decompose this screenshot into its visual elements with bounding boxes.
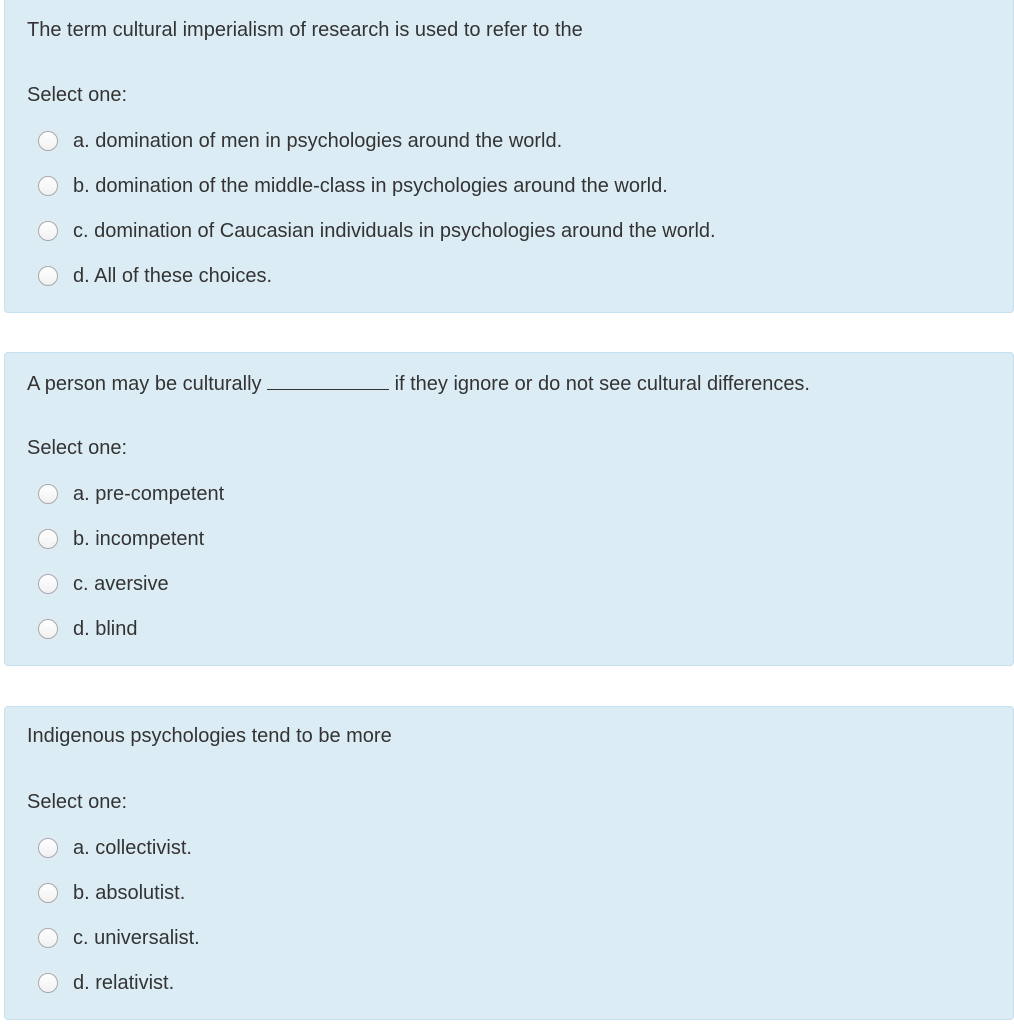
select-one-label: Select one:	[27, 437, 128, 459]
prompt-after-blank: if they ignore or do not see cultural differences.	[394, 373, 810, 395]
radio-button[interactable]	[38, 574, 58, 594]
question-prompt	[27, 369, 810, 397]
answer-option-b[interactable]	[35, 870, 200, 915]
option-label[interactable]: a. domination of men in psychologies around the world.	[73, 129, 563, 152]
answer-option-d[interactable]	[35, 253, 716, 298]
answer-option-a[interactable]	[35, 471, 224, 516]
option-label[interactable]: b. incompetent	[73, 527, 205, 550]
select-one-label: Select one:	[27, 791, 128, 813]
radio-button[interactable]	[38, 883, 58, 903]
radio-button[interactable]	[38, 484, 58, 504]
option-label[interactable]: b. absolutist.	[73, 881, 186, 904]
question-1	[4, 0, 1014, 313]
radio-button[interactable]	[38, 619, 58, 639]
radio-button[interactable]	[38, 131, 58, 151]
radio-button[interactable]	[38, 838, 58, 858]
option-label[interactable]: d. relativist.	[73, 971, 175, 994]
answer-option-a[interactable]	[35, 118, 716, 163]
answer-option-c[interactable]	[35, 915, 200, 960]
answer-option-b[interactable]	[35, 516, 224, 561]
answer-options	[35, 118, 716, 298]
radio-button[interactable]	[38, 973, 58, 993]
option-label[interactable]: a. pre-competent	[73, 482, 225, 505]
fill-in-blank	[267, 369, 389, 390]
radio-button[interactable]	[38, 928, 58, 948]
radio-button[interactable]	[38, 221, 58, 241]
answer-option-d[interactable]	[35, 960, 200, 1005]
question-2	[4, 352, 1014, 666]
radio-button[interactable]	[38, 529, 58, 549]
option-label[interactable]: d. blind	[73, 617, 138, 640]
answer-option-a[interactable]	[35, 825, 200, 870]
answer-options	[35, 825, 200, 1005]
question-prompt: The term cultural imperialism of research is used to refer to the	[27, 19, 583, 41]
radio-button[interactable]	[38, 176, 58, 196]
answer-option-c[interactable]	[35, 561, 224, 606]
answer-option-b[interactable]	[35, 163, 716, 208]
option-label[interactable]: c. domination of Caucasian individuals in psychologies around the world.	[73, 219, 716, 242]
question-prompt: Indigenous psychologies tend to be more	[27, 725, 392, 747]
option-label[interactable]: d. All of these choices.	[73, 264, 273, 287]
prompt-before-blank: A person may be culturally	[27, 373, 262, 395]
radio-button[interactable]	[38, 266, 58, 286]
option-label[interactable]: c. universalist.	[73, 926, 200, 949]
answer-options	[35, 471, 224, 651]
option-label[interactable]: b. domination of the middle-class in psychologies around the world.	[73, 174, 668, 197]
answer-option-c[interactable]	[35, 208, 716, 253]
select-one-label: Select one:	[27, 84, 128, 106]
option-label[interactable]: c. aversive	[73, 572, 169, 595]
answer-option-d[interactable]	[35, 606, 224, 651]
option-label[interactable]: a. collectivist.	[73, 836, 192, 859]
question-3	[4, 706, 1014, 1020]
